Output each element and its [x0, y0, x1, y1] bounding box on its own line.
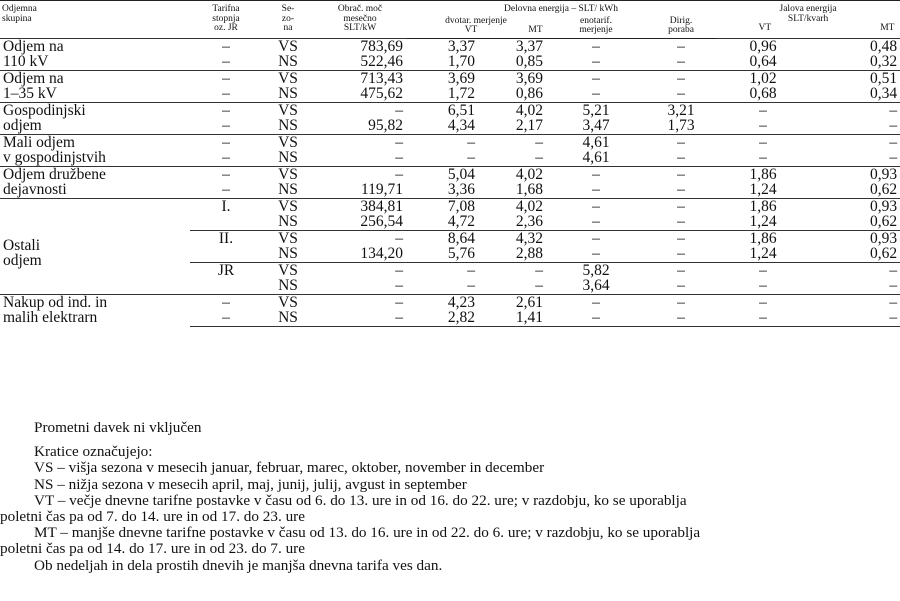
dirig-cell: –	[646, 262, 716, 278]
active-mt-cell: 4,32	[478, 230, 546, 246]
season-cell: NS	[262, 246, 314, 262]
reactive-mt-cell: –	[810, 310, 900, 326]
single-tariff-cell: –	[546, 54, 646, 70]
tariff-level-cell: –	[190, 102, 262, 118]
power-cell: 522,46	[314, 54, 406, 70]
tariff-level-cell	[190, 278, 262, 294]
reactive-vt-cell: 1,86	[716, 166, 810, 182]
reactive-vt-cell: –	[716, 262, 810, 278]
header-reactive-energy: Jalova energija SLT/kvarh VT MT	[716, 1, 900, 39]
reactive-mt-cell: 0,93	[810, 166, 900, 182]
active-mt-cell: –	[478, 278, 546, 294]
season-cell: VS	[262, 134, 314, 150]
dirig-cell: –	[646, 278, 716, 294]
table-header	[0, 1, 900, 39]
power-cell: –	[314, 150, 406, 166]
reactive-mt-cell: 0,93	[810, 230, 900, 246]
dirig-cell: –	[646, 246, 716, 262]
dirig-cell: –	[646, 214, 716, 230]
single-tariff-cell: –	[546, 166, 646, 182]
group-name-line: Odjem na	[3, 37, 64, 55]
active-mt-cell: 4,02	[478, 166, 546, 182]
active-mt-cell: 3,69	[478, 70, 546, 86]
table-row	[0, 198, 900, 214]
active-vt-cell: 3,37	[406, 38, 478, 54]
tariff-level-cell: II.	[190, 230, 262, 246]
reactive-vt-cell: –	[716, 278, 810, 294]
header-single-metering: enotarif. merjenje	[546, 17, 646, 39]
tariff-level-cell	[190, 214, 262, 230]
header-power: Obrač. moč mesečno SLT/kW	[314, 1, 406, 39]
dirig-cell: –	[646, 230, 716, 246]
table-row	[0, 166, 900, 182]
header-reactive-mt: MT	[880, 23, 895, 33]
group-name-line: Ostali	[3, 236, 41, 254]
group-name-cell	[0, 70, 190, 102]
active-vt-cell: 5,04	[406, 166, 478, 182]
season-cell: NS	[262, 118, 314, 134]
active-vt-cell: 5,76	[406, 246, 478, 262]
table-body	[0, 38, 900, 326]
season-cell: NS	[262, 150, 314, 166]
power-cell: –	[314, 294, 406, 310]
tariff-level-cell: JR	[190, 262, 262, 278]
reactive-vt-cell: 0,96	[716, 38, 810, 54]
note-abbrev-title: Kratice označujejo:	[34, 443, 153, 461]
tariff-level-cell: –	[190, 38, 262, 54]
single-tariff-cell: –	[546, 214, 646, 230]
single-tariff-cell: 3,47	[546, 118, 646, 134]
group-name-line: dejavnosti	[3, 181, 67, 198]
header-active-energy: Delovna energija – SLT/ kWh	[406, 1, 716, 17]
note-ns: NS – nižja sezona v mesecih april, maj, junij, julij, avgust in september	[34, 475, 467, 493]
season-cell: NS	[262, 86, 314, 102]
power-cell: –	[314, 102, 406, 118]
group-name-line: Odjem na	[3, 69, 64, 87]
tariff-level-cell: –	[190, 86, 262, 102]
power-cell: 95,82	[314, 118, 406, 134]
group-name-line: malih elektrarn	[3, 309, 98, 326]
active-mt-cell: 1,68	[478, 182, 546, 198]
reactive-vt-cell: 1,86	[716, 198, 810, 214]
header-dirig: Dirig. poraba	[646, 17, 716, 39]
group-name-cell	[0, 294, 190, 326]
active-mt-cell: 4,02	[478, 198, 546, 214]
header-group: Odjemna skupina	[0, 1, 190, 39]
season-cell: VS	[262, 294, 314, 310]
tariff-level-cell: –	[190, 310, 262, 326]
single-tariff-cell: –	[546, 70, 646, 86]
header-dual-metering: dvotar. merjenje VT MT	[406, 17, 546, 39]
season-cell: NS	[262, 182, 314, 198]
group-name-cell	[0, 38, 190, 70]
tariff-level-cell: –	[190, 150, 262, 166]
season-cell: NS	[262, 54, 314, 70]
group-name-line: Nakup od ind. in	[3, 293, 108, 311]
group-name-line: v gospodinjstvih	[3, 149, 106, 166]
active-vt-cell: –	[406, 134, 478, 150]
power-cell: 384,81	[314, 198, 406, 214]
active-vt-cell: –	[406, 262, 478, 278]
single-tariff-cell: 4,61	[546, 134, 646, 150]
reactive-vt-cell: –	[716, 310, 810, 326]
group-name-line: Mali odjem	[3, 133, 75, 151]
power-cell: 119,71	[314, 182, 406, 198]
note-mt: MT – manjše dnevne tarifne postavke v času od 13. do 16. ure in od 22. do 6. ure; v razdobju, ko se uporablja	[34, 524, 701, 542]
active-mt-cell: 3,37	[478, 38, 546, 54]
table-row	[0, 38, 900, 54]
reactive-mt-cell: –	[810, 118, 900, 134]
tariff-level-cell: –	[190, 182, 262, 198]
season-cell: VS	[262, 166, 314, 182]
active-vt-cell: 3,69	[406, 70, 478, 86]
active-vt-cell: 4,34	[406, 118, 478, 134]
header-reactive-vt: VT	[758, 23, 772, 33]
active-vt-cell: 4,72	[406, 214, 478, 230]
dirig-cell: 3,21	[646, 102, 716, 118]
reactive-vt-cell: 0,64	[716, 54, 810, 70]
active-mt-cell: 2,17	[478, 118, 546, 134]
reactive-vt-cell: –	[716, 102, 810, 118]
dirig-cell: –	[646, 310, 716, 326]
group-name-line: 110 kV	[3, 53, 49, 70]
note-vt-cont: poletni čas pa od 7. do 14. ure in od 17. do 23. ure	[0, 508, 305, 526]
reactive-vt-cell: 1,24	[716, 214, 810, 230]
reactive-vt-cell: –	[716, 294, 810, 310]
reactive-mt-cell: –	[810, 262, 900, 278]
single-tariff-cell: –	[546, 246, 646, 262]
header-vt: VT	[464, 25, 478, 35]
active-vt-cell: 4,23	[406, 294, 478, 310]
active-mt-cell: 1,41	[478, 310, 546, 326]
active-mt-cell: –	[478, 150, 546, 166]
active-mt-cell: 2,36	[478, 214, 546, 230]
reactive-vt-cell: –	[716, 118, 810, 134]
season-cell: VS	[262, 198, 314, 214]
season-cell: NS	[262, 310, 314, 326]
reactive-mt-cell: –	[810, 102, 900, 118]
reactive-mt-cell: 0,62	[810, 214, 900, 230]
tariff-level-cell: I.	[190, 198, 262, 214]
single-tariff-cell: 3,64	[546, 278, 646, 294]
single-tariff-cell: 5,21	[546, 102, 646, 118]
reactive-mt-cell: 0,34	[810, 86, 900, 102]
tariff-level-cell: –	[190, 166, 262, 182]
reactive-mt-cell: 0,32	[810, 54, 900, 70]
reactive-mt-cell: –	[810, 278, 900, 294]
power-cell: –	[314, 262, 406, 278]
tariff-level-cell: –	[190, 294, 262, 310]
active-vt-cell: 8,64	[406, 230, 478, 246]
single-tariff-cell: 5,82	[546, 262, 646, 278]
reactive-mt-cell: –	[810, 150, 900, 166]
power-cell: –	[314, 310, 406, 326]
tariff-level-cell: –	[190, 54, 262, 70]
active-mt-cell: 4,02	[478, 102, 546, 118]
dirig-cell: –	[646, 182, 716, 198]
reactive-mt-cell: 0,51	[810, 70, 900, 86]
reactive-vt-cell: –	[716, 134, 810, 150]
dirig-cell: –	[646, 294, 716, 310]
tariff-level-cell: –	[190, 134, 262, 150]
group-name-cell	[0, 166, 190, 198]
season-cell: VS	[262, 230, 314, 246]
group-name-line: odjem	[3, 117, 42, 134]
reactive-vt-cell: –	[716, 150, 810, 166]
active-mt-cell: 0,86	[478, 86, 546, 102]
season-cell: VS	[262, 102, 314, 118]
active-mt-cell: 2,61	[478, 294, 546, 310]
dirig-cell: –	[646, 38, 716, 54]
table-row	[0, 70, 900, 86]
active-mt-cell: 0,85	[478, 54, 546, 70]
active-vt-cell: 2,82	[406, 310, 478, 326]
active-vt-cell: 1,70	[406, 54, 478, 70]
power-cell: 256,54	[314, 214, 406, 230]
dirig-cell: –	[646, 134, 716, 150]
active-vt-cell: 6,51	[406, 102, 478, 118]
single-tariff-cell: –	[546, 86, 646, 102]
note-sunday: Ob nedeljah in dela prostih dnevih je manjša dnevna tarifa ves dan.	[34, 556, 443, 574]
note-vs: VS – višja sezona v mesecih januar, februar, marec, oktober, november in december	[34, 459, 545, 477]
active-mt-cell: –	[478, 262, 546, 278]
tariff-level-cell: –	[190, 70, 262, 86]
season-cell: NS	[262, 214, 314, 230]
reactive-mt-cell: –	[810, 294, 900, 310]
header-season: Se- zo- na	[262, 1, 314, 39]
reactive-vt-cell: 1,24	[716, 246, 810, 262]
season-cell: VS	[262, 38, 314, 54]
active-vt-cell: –	[406, 150, 478, 166]
tariff-level-cell	[190, 246, 262, 262]
power-cell: 713,43	[314, 70, 406, 86]
dirig-cell: –	[646, 54, 716, 70]
reactive-mt-cell: 0,48	[810, 38, 900, 54]
dirig-cell: –	[646, 70, 716, 86]
dirig-cell: –	[646, 198, 716, 214]
single-tariff-cell: –	[546, 198, 646, 214]
notes	[0, 420, 900, 574]
single-tariff-cell: –	[546, 230, 646, 246]
active-vt-cell: –	[406, 278, 478, 294]
dirig-cell: –	[646, 150, 716, 166]
active-vt-cell: 1,72	[406, 86, 478, 102]
group-name-cell	[0, 102, 190, 134]
reactive-mt-cell: 0,93	[810, 198, 900, 214]
group-name-line: Gospodinjski	[3, 101, 86, 119]
reactive-mt-cell: 0,62	[810, 182, 900, 198]
note-vt: VT – večje dnevne tarifne postavke v času od 6. do 13. ure in od 16. do 22. ure; v razdobju, ko se uporablja	[34, 491, 687, 509]
power-cell: –	[314, 134, 406, 150]
table-row	[0, 134, 900, 150]
power-cell: –	[314, 230, 406, 246]
group-name-cell	[0, 198, 190, 294]
dirig-cell: 1,73	[646, 118, 716, 134]
dirig-cell: –	[646, 166, 716, 182]
power-cell: 475,62	[314, 86, 406, 102]
header-tariff-level: Tarifna stopnja oz. JR	[190, 1, 262, 39]
reactive-vt-cell: 1,24	[716, 182, 810, 198]
power-cell: 134,20	[314, 246, 406, 262]
group-name-line: 1–35 kV	[3, 85, 57, 102]
table-row	[0, 102, 900, 118]
power-cell: 783,69	[314, 38, 406, 54]
reactive-mt-cell: –	[810, 134, 900, 150]
tariff-level-cell: –	[190, 118, 262, 134]
power-cell: –	[314, 278, 406, 294]
note-mt-cont: poletni čas pa od 14. do 17. ure in od 23. do 7. ure	[0, 540, 305, 558]
group-name-line: odjem	[3, 252, 42, 269]
dirig-cell: –	[646, 86, 716, 102]
reactive-mt-cell: 0,62	[810, 246, 900, 262]
single-tariff-cell: 4,61	[546, 150, 646, 166]
single-tariff-cell: –	[546, 38, 646, 54]
reactive-vt-cell: 0,68	[716, 86, 810, 102]
header-mt: MT	[528, 25, 543, 35]
active-vt-cell: 3,36	[406, 182, 478, 198]
active-mt-cell: 2,88	[478, 246, 546, 262]
table-row	[0, 294, 900, 310]
group-name-line: Odjem družbene	[3, 165, 106, 183]
group-name-cell	[0, 134, 190, 166]
note-tax: Prometni davek ni vključen	[34, 419, 202, 436]
season-cell: NS	[262, 278, 314, 294]
active-mt-cell: –	[478, 134, 546, 150]
single-tariff-cell: –	[546, 182, 646, 198]
single-tariff-cell: –	[546, 294, 646, 310]
power-cell: –	[314, 166, 406, 182]
active-vt-cell: 7,08	[406, 198, 478, 214]
reactive-vt-cell: 1,02	[716, 70, 810, 86]
season-cell: VS	[262, 262, 314, 278]
reactive-vt-cell: 1,86	[716, 230, 810, 246]
season-cell: VS	[262, 70, 314, 86]
single-tariff-cell: –	[546, 310, 646, 326]
